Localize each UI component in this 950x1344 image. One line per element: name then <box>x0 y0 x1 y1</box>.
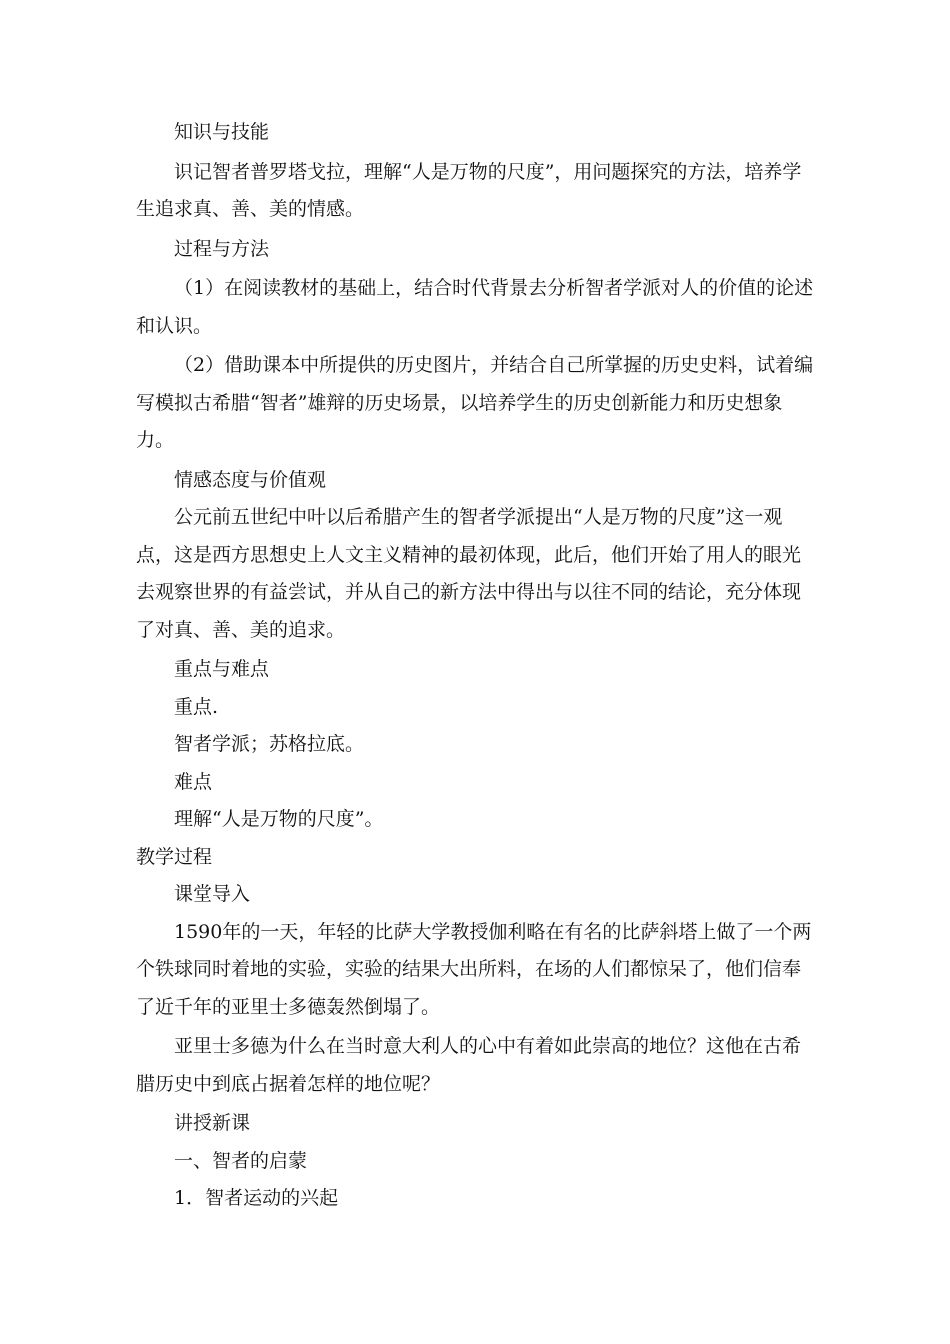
text-key-point: 智者学派；苏格拉底。 <box>174 733 365 755</box>
document-body <box>136 114 816 1218</box>
heading-emotion-values: 情感态度与价值观 <box>174 468 327 491</box>
paragraph-intro-1: 1590年的一天，年轻的比萨大学教授伽利略在有名的比萨斜塔上做了一个两个铁球同时着地的实验，实验的结果大出所料，在场的人们都惊呆了，他们信奉了近千年的亚里士多德轰然倒塌了。 <box>136 920 812 1018</box>
heading-new-lesson: 讲授新课 <box>174 1112 251 1134</box>
heading-subsection-rise: 1．智者运动的兴起 <box>174 1187 339 1209</box>
heading-knowledge-skills: 知识与技能 <box>174 121 270 143</box>
paragraph-knowledge-skills: 识记智者普罗塔戈拉，理解“人是万物的尺度”，用问题探究的方法，培养学生追求真、善、美的情感。 <box>136 160 802 220</box>
heading-class-intro: 课堂导入 <box>174 883 251 905</box>
heading-process-method: 过程与方法 <box>174 237 270 260</box>
paragraph-process-2: （2）借助课本中所提供的历史图片，并结合自己所掌握的历史史料，试着编写模拟古希腊“智者”雄辩的历史场景，以培养学生的历史创新能力和历史想象力。 <box>136 354 814 451</box>
label-key-point: 重点. <box>174 695 219 718</box>
paragraph-process-1: （1）在阅读教材的基础上，结合时代背景去分析智者学派对人的价值的论述和认识。 <box>136 277 814 337</box>
paragraph-intro-2: 亚里士多德为什么在当时意大利人的心中有着如此崇高的地位？这他在古希腊历史中到底占据着怎样的地位呢？ <box>136 1035 802 1095</box>
paragraph-emotion-values: 公元前五世纪中叶以后希腊产生的智者学派提出“人是万物的尺度”这一观点，这是西方思想史上人文主义精神的最初体现，此后，他们开始了用人的眼光去观察世界的有益尝试，并从自己的新方法中得出与以往不同的结论，充分体现了对真、善、美的追求。 <box>136 506 802 641</box>
text-difficult-point: 理解“人是万物的尺度”。 <box>174 808 384 830</box>
heading-key-difficult: 重点与难点 <box>174 658 270 680</box>
heading-section-sophists: 一、智者的启蒙 <box>174 1149 308 1172</box>
heading-teaching-process: 教学过程 <box>136 845 213 868</box>
label-difficult-point: 难点 <box>174 770 213 793</box>
